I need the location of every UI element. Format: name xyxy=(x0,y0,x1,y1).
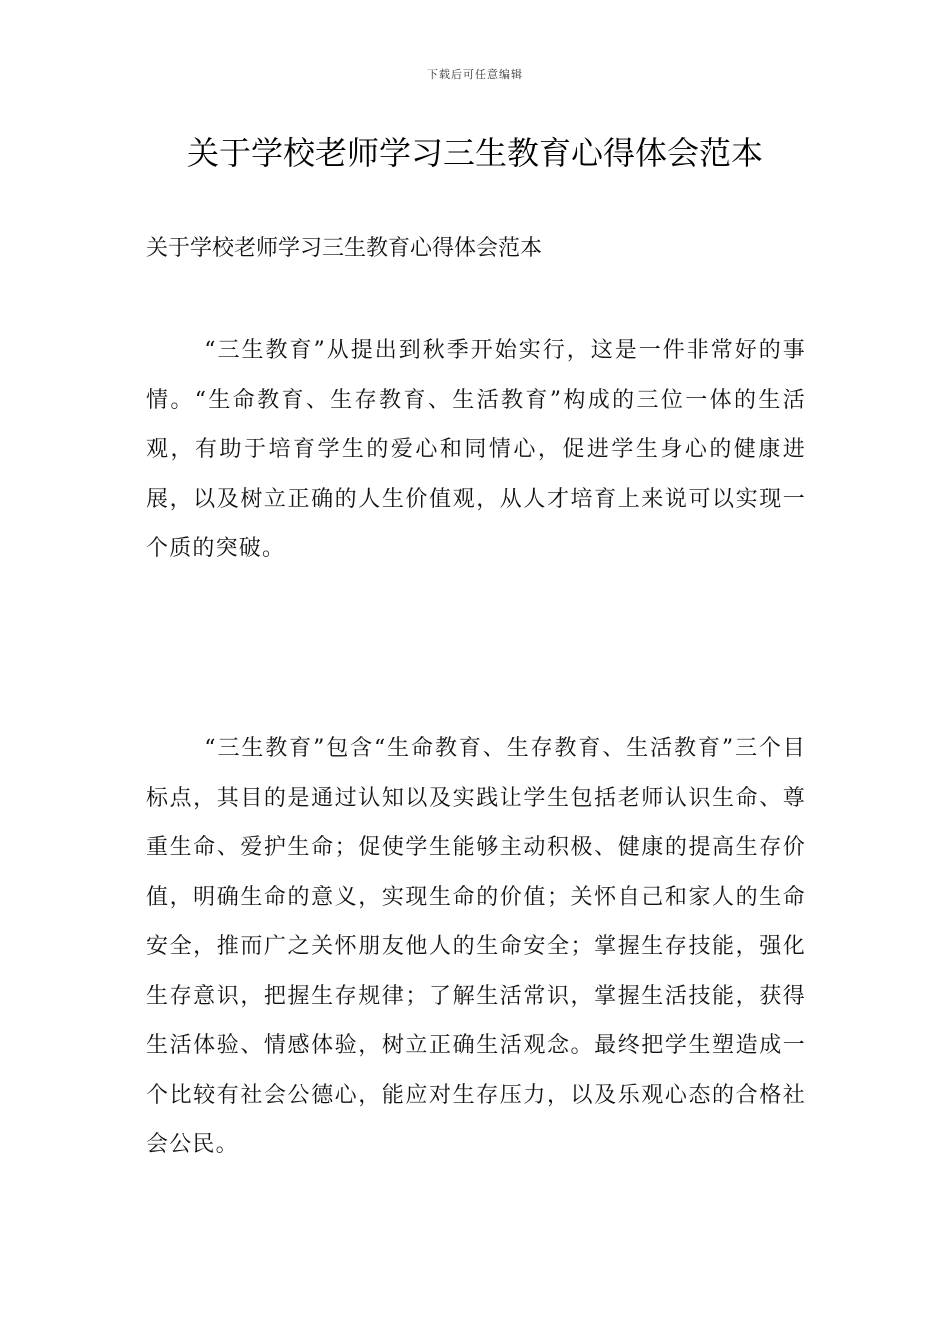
header-note: 下载后可任意编辑 xyxy=(427,68,523,81)
document-subtitle: 关于学校老师学习三生教育心得体会范本 xyxy=(146,236,543,261)
body-paragraph: “三生教育”包含“生命教育、生存教育、生活教育”三个目标点，其目的是通过认知以及实践让学生包括老师认识生命、尊重生命、爱护生命；促使学生能够主动积极、健康的提高生存价值，明确生命的意义，实现生命的价值；关怀自己和家人的生命安全，推而广之关怀朋友他人的生命安全；掌握生存技能，强化生存意识，把握生存规律；了解生活常识，掌握生活技能，获得生活体验、情感体验，树立正确生活观念。最终把学生塑造成一个比较有社会公德心，能应对生存压力，以及乐观心态的合格社会公民。 xyxy=(146,736,806,1157)
document-title: 关于学校老师学习三生教育心得体会范本 xyxy=(186,134,763,172)
body-paragraph: “三生教育”从提出到秋季开始实行，这是一件非常好的事情。“生命教育、生存教育、生活教育”构成的三位一体的生活观，有助于培育学生的爱心和同情心，促进学生身心的健康进展，以及树立正确的人生价值观，从人才培育上来说可以实现一个质的突破。 xyxy=(146,338,806,561)
